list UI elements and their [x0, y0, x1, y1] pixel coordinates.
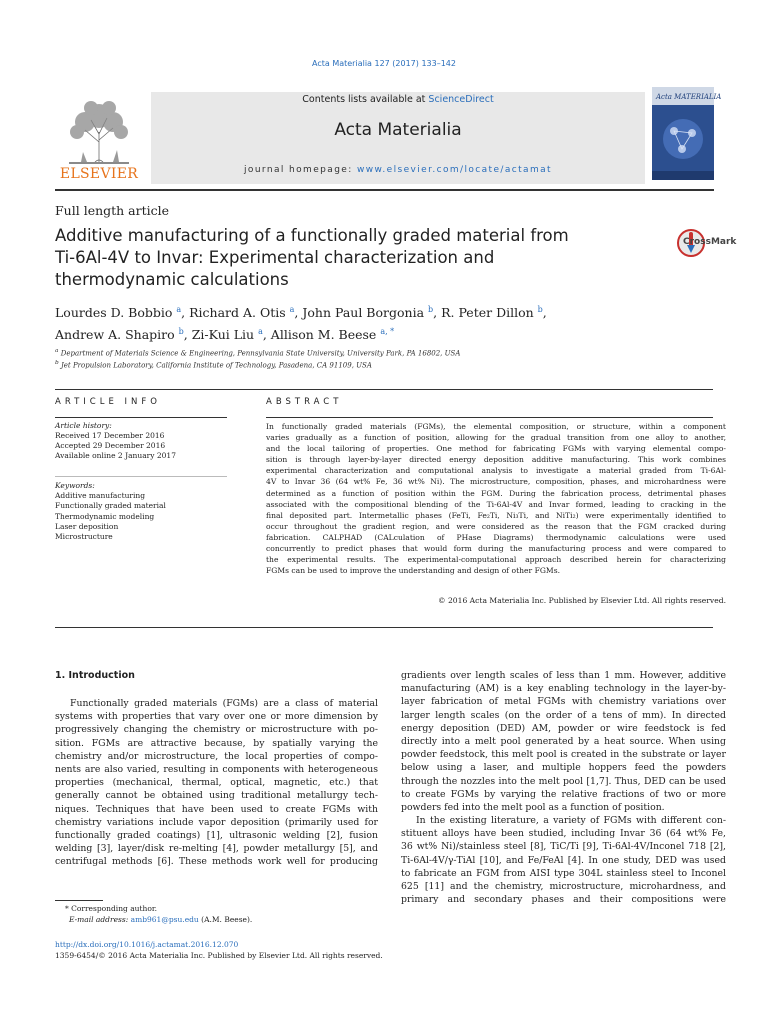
footnote-divider — [55, 900, 103, 901]
affiliation-mark[interactable]: a — [289, 305, 295, 314]
keyword: Functionally graded material — [55, 501, 166, 511]
abstract-line: and the local tailoring of properties. One method for fabricating FGMs with varying elemental compo- — [266, 444, 726, 454]
author-name[interactable]: Andrew A. Shapiro — [55, 327, 175, 343]
email-link[interactable]: amb961@psu.edu — [130, 914, 199, 924]
body-line: generally cannot be obtained using traditional metallurgy tech- — [55, 790, 378, 802]
sciencedirect-link[interactable]: ScienceDirect — [428, 94, 494, 105]
corresponding-author-footnote — [55, 904, 385, 925]
article-info-heading: ARTICLE INFO — [55, 397, 161, 407]
title-line: Ti-6Al-4V to Invar: Experimental characterization and — [55, 248, 495, 267]
author-name[interactable]: Zi-Kui Liu — [191, 327, 255, 343]
article-title — [55, 225, 615, 291]
abstract-line: 4V to Invar 36 (64 wt% Fe, 36 wt% Ni). The microstructure, composition, phases, and microhardness were — [266, 477, 726, 487]
keyword: Microstructure — [55, 532, 113, 542]
affiliation-text: Department of Materials Science & Engineering, Pennsylvania State University, University Park, PA 16802, USA — [60, 349, 461, 358]
body-line: centrifugal methods [6]. These methods work well for producing — [55, 856, 378, 868]
abstract-divider — [266, 417, 713, 418]
body-line: nents are also varied, resulting in components with heterogeneous — [55, 763, 378, 775]
affiliation-mark[interactable]: b — [428, 305, 434, 314]
keywords-divider — [55, 476, 227, 477]
abstract-line: concurrently to predict phases that would form during the manufacturing process and were compared to — [266, 544, 726, 554]
abstract-body — [266, 421, 726, 576]
history-entry: Available online 2 January 2017 — [55, 451, 176, 460]
contents-prefix: Contents lists available at — [302, 94, 429, 105]
homepage-prefix: journal homepage: — [244, 165, 357, 175]
email-suffix: (A.M. Beese). — [198, 914, 253, 924]
elsevier-wordmark: ELSEVIER — [59, 166, 139, 182]
abstract-line: fabrication. CALPHAD (CALculation of PHase Diagrams) thermodynamic calculations were used — [266, 532, 726, 542]
body-line: chemistry and/or microstructure, the local properties of compo- — [55, 750, 378, 762]
author-name[interactable]: Lourdes D. Bobbio — [55, 305, 173, 321]
affiliations — [55, 346, 705, 371]
abstract-line: the experimental results. The experimental-computational approach described herein for characterizing — [266, 555, 726, 565]
author-list — [55, 300, 705, 344]
affiliation-letter: b — [55, 360, 59, 367]
abstract-line: sition is through layer-by-layer directed energy deposition additive manufacturing. This work combines — [266, 455, 726, 465]
body-line: 36 wt% Ni)/stainless steel [8], TiC/Ti [9], Ti-6Al-4V/Inconel 718 [2], — [401, 841, 726, 853]
front-matter-divider — [55, 389, 713, 390]
author-name[interactable]: John Paul Borgonia — [302, 305, 425, 321]
keywords — [55, 481, 245, 542]
history-entry: Accepted 29 December 2016 — [55, 441, 166, 450]
body-line: primary and secondary phases and their compositions were — [401, 894, 726, 906]
keywords-label: Keywords: — [55, 481, 95, 490]
crossmark-label[interactable]: CrossMark — [683, 237, 737, 247]
journal-homepage-link[interactable]: www.elsevier.com/locate/actamat — [356, 165, 552, 175]
body-line: gradients over length scales of less than 1 mm. However, additive — [401, 670, 726, 681]
body-line: Ti-6Al-4V/γ-TiAl [10], and Fe/FeAl [4]. In one study, DED was used — [401, 854, 726, 866]
author-line: Lourdes D. Bobbio $^a$, Richard A. Otis $^a$, John Paul Borgonia $^b$, R. Peter Dillon $^b$, — [55, 305, 547, 321]
body-column-left — [55, 697, 378, 868]
article-info-divider — [55, 417, 227, 418]
header-divider — [55, 189, 714, 191]
journal-citation[interactable]: Acta Materialia 127 (2017) 133–142 — [312, 59, 456, 68]
email-label: E-mail address: — [69, 914, 131, 924]
affiliation-mark[interactable]: a — [258, 327, 263, 337]
affiliation-letter: a — [55, 348, 59, 354]
title-line: Additive manufacturing of a functionally graded material from — [55, 226, 569, 245]
body-line: directly into a melt pool generated by a heat source. When using — [401, 735, 726, 747]
body-line: niques. Techniques that have been used to create FGMs with — [55, 803, 378, 815]
body-line: properties (mechanical, thermal, optical, magnetic, etc.) that — [55, 777, 378, 789]
abstract-line: occur throughout the gradient region, and were considered as the reason that the FGM cracked during — [266, 521, 726, 531]
author-name[interactable]: R. Peter Dillon — [441, 305, 534, 321]
body-line: welding [3], layer/disk re-melting [4], powder metallurgy [5], and — [55, 843, 378, 855]
abstract-line: determined as a function of position within the FGM. During the fabrication process, detrimental phases — [266, 488, 726, 498]
body-line: functionally graded coatings) [1], ultrasonic welding [2], fusion — [55, 829, 378, 841]
body-line: energy deposition (DED) AM, powder or wire feedstock is fed — [401, 722, 726, 734]
abstract-bottom-divider — [55, 627, 713, 628]
body-line: progressively changing the chemistry or microstructure with po- — [55, 724, 378, 736]
abstract-line: FGMs can be used to improve the understanding and design of other FGMs. — [266, 566, 561, 576]
affiliation-mark[interactable]: b — [178, 327, 184, 337]
title-line: thermodynamic calculations — [55, 270, 289, 289]
body-line: systems with properties that vary over one or more dimension by — [55, 711, 378, 723]
abstract-copyright: © 2016 Acta Materialia Inc. Published by Elsevier Ltd. All rights reserved. — [437, 596, 726, 605]
abstract-line: varies gradually as a function of position, allowing for the gradual transition from one alloy to another, — [266, 433, 726, 443]
author-name[interactable]: Richard A. Otis — [189, 305, 286, 321]
body-line: sition. FGMs are attractive because, by spatially varying the — [55, 737, 378, 749]
abstract-line: associated with the compositional blending of the Ti-6Al-4V and Invar formed, leading to cracking in the — [266, 499, 726, 509]
abstract-line: experimental characterization and computational analysis to investigate a material graded from Ti-6Al- — [266, 466, 726, 476]
body-line: manufacturing (AM) is a key enabling technology in the layer-by- — [401, 683, 726, 695]
journal-cover-image[interactable] — [652, 87, 722, 180]
article-history — [55, 421, 245, 461]
body-line: larger length scales (on the order of a tens of mm). In directed — [401, 709, 726, 721]
body-line: stituent alloys have been studied, including Invar 36 (64 wt% Fe, — [401, 828, 726, 840]
body-line: powder feedstock, this melt pool is created in the substrate or layer — [401, 749, 726, 761]
body-line: layer fabrication of metal FGMs with chemistry variations over — [401, 696, 726, 708]
abstract-heading: ABSTRACT — [266, 397, 343, 407]
cover-title: Acta MATERIALIA — [656, 93, 722, 101]
body-column-right — [401, 669, 726, 906]
issn-copyright: 1359-6454/© 2016 Acta Materialia Inc. Published by Elsevier Ltd. All rights reserved. — [55, 951, 383, 960]
affiliation — [55, 346, 705, 358]
affiliation-mark[interactable]: b — [537, 305, 543, 314]
keyword: Additive manufacturing — [55, 491, 146, 501]
abstract-line: final deposited part. Intermetallic phases (FeTi, Fe₂Ti, Ni₃Ti, and NiTi₂) were experimentally identified to — [266, 510, 726, 520]
body-line: Functionally graded materials (FGMs) are a class of material — [70, 698, 378, 709]
body-line: through the nozzles into the melt pool [1,7]. Thus, DED can be used — [401, 775, 726, 787]
corresponding-author-label: * Corresponding author. — [65, 904, 158, 913]
article-type: Full length article — [55, 203, 170, 218]
section-heading-introduction: 1. Introduction — [55, 670, 135, 681]
body-line: to fabricate an FGM from AISI type 304L stainless steel to Inconel — [401, 867, 726, 879]
author-line: Andrew A. Shapiro $^b$, Zi-Kui Liu $^a$, Allison M. Beese $^{a, *}$ — [55, 327, 395, 343]
affiliation-mark[interactable]: a, * — [380, 327, 395, 337]
history-entry: Received 17 December 2016 — [55, 431, 165, 440]
history-label: Article history: — [55, 421, 112, 430]
affiliation-mark[interactable]: a — [176, 305, 182, 314]
contents-available-line — [151, 94, 645, 105]
body-line: to create FGMs by varying the relative fractions of two or more — [401, 788, 726, 800]
body-line: 625 [11] and the chemistry, microstructure, microhardness, and — [401, 881, 726, 892]
keyword: Laser deposition — [55, 521, 119, 531]
body-line: In the existing literature, a variety of FGMs with different con- — [416, 815, 726, 827]
journal-name: Acta Materialia — [334, 120, 462, 140]
journal-homepage-line — [151, 165, 645, 175]
author-name[interactable]: Allison M. Beese — [270, 327, 377, 343]
keyword: Thermodynamic modeling — [55, 511, 155, 521]
email-line — [55, 915, 385, 926]
body-line: powders fed into the melt pool as a function of position. — [401, 801, 665, 813]
abstract-line: In functionally graded materials (FGMs), the elemental composition, or structure, within a component — [266, 422, 726, 431]
body-line: below using a laser, and multiple hoppers feed the powders — [401, 762, 726, 774]
body-line: chemistry variations include vapor deposition (primarily used for — [55, 816, 378, 828]
affiliation-text: Jet Propulsion Laboratory, California Institute of Technology, Pasadena, CA 91109, USA — [60, 361, 372, 370]
doi-link[interactable]: http://dx.doi.org/10.1016/j.actamat.2016.12.070 — [55, 940, 239, 949]
affiliation — [55, 358, 705, 370]
